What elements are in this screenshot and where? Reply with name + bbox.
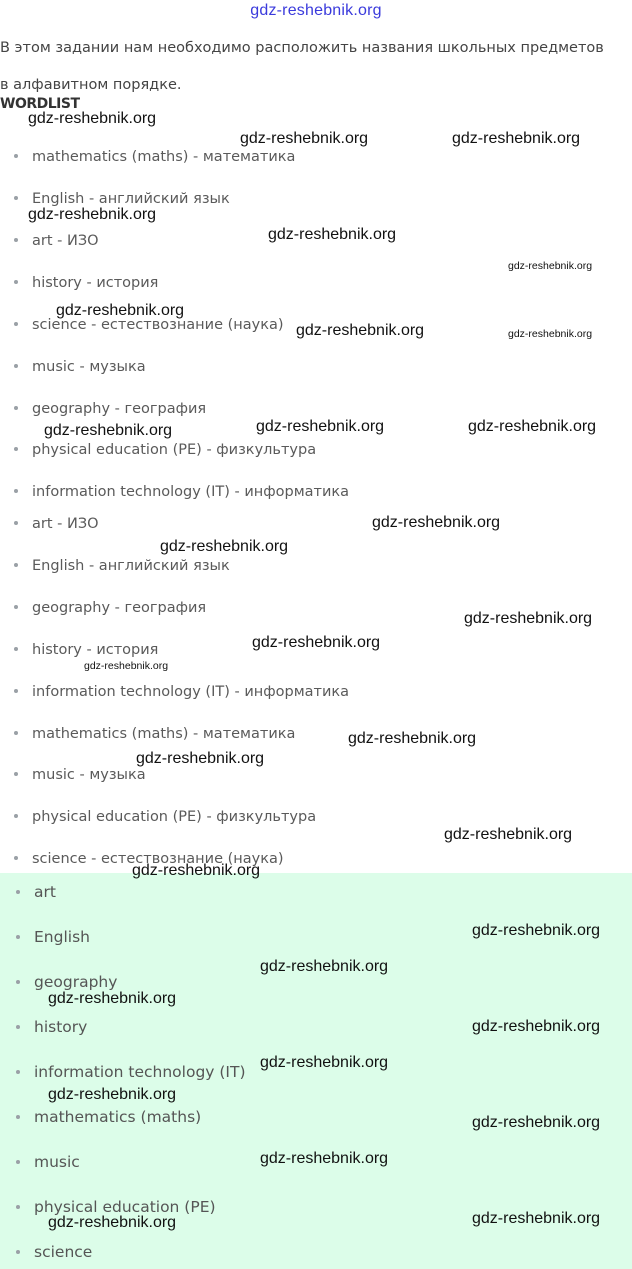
site-title[interactable]: gdz-reshebnik.org: [250, 2, 382, 19]
list-item: mathematics (maths): [16, 1105, 201, 1129]
watermark: gdz-reshebnik.org: [44, 422, 173, 439]
bullet-icon: [14, 447, 18, 451]
list-item: science - естествознание (наука): [14, 313, 284, 337]
intro-line-1: В этом задании нам необходимо расположить названия школьных предметов: [0, 40, 604, 56]
bullet-icon: [14, 856, 18, 860]
bullet-icon: [16, 1160, 20, 1164]
list-item: physical education (PE) - физкультура: [14, 438, 316, 462]
bullet-icon: [16, 1025, 20, 1029]
list-item: mathematics (maths) - математика: [14, 722, 295, 746]
watermark: gdz-reshebnik.org: [132, 862, 261, 879]
list-item: music - музыка: [14, 355, 146, 379]
watermark: gdz-reshebnik.org: [444, 826, 573, 843]
task-intro: [0, 30, 632, 104]
watermark: gdz-reshebnik.org: [464, 610, 593, 627]
intro-line-2: в алфавитном порядке.: [0, 77, 182, 93]
watermark: gdz-reshebnik.org: [28, 110, 157, 127]
list-item: information technology (IT) - информатика: [14, 680, 349, 704]
list-item: history - история: [14, 638, 158, 662]
watermark: gdz-reshebnik.org: [508, 328, 593, 340]
watermark: gdz-reshebnik.org: [348, 730, 477, 747]
bullet-icon: [14, 563, 18, 567]
bullet-icon: [14, 489, 18, 493]
bullet-icon: [16, 1250, 20, 1254]
list-item: physical education (PE): [16, 1195, 216, 1219]
bullet-icon: [14, 238, 18, 242]
watermark: gdz-reshebnik.org: [256, 418, 385, 435]
watermark: gdz-reshebnik.org: [48, 1086, 177, 1103]
bullet-icon: [14, 689, 18, 693]
bullet-icon: [14, 731, 18, 735]
watermark: gdz-reshebnik.org: [268, 226, 397, 243]
list-item: geography - география: [14, 596, 206, 620]
list-item: music - музыка: [14, 763, 146, 787]
bullet-icon: [16, 890, 20, 894]
watermark: gdz-reshebnik.org: [468, 418, 597, 435]
bullet-icon: [16, 980, 20, 984]
watermark: gdz-reshebnik.org: [48, 1214, 177, 1231]
bullet-icon: [16, 1205, 20, 1209]
bullet-icon: [14, 196, 18, 200]
bullet-icon: [14, 772, 18, 776]
bullet-icon: [14, 605, 18, 609]
list-item: information technology (IT) - информатика: [14, 480, 349, 504]
bullet-icon: [14, 521, 18, 525]
watermark: gdz-reshebnik.org: [28, 206, 157, 223]
list-item: English: [16, 925, 90, 949]
list-item: mathematics (maths) - математика: [14, 145, 295, 169]
bullet-icon: [14, 814, 18, 818]
list-item: geography - география: [14, 397, 206, 421]
bullet-icon: [14, 154, 18, 158]
wordlist-heading: WORDLIST: [0, 96, 80, 112]
watermark: gdz-reshebnik.org: [260, 958, 389, 975]
list-item: English - английский язык: [14, 554, 230, 578]
watermark: gdz-reshebnik.org: [136, 750, 265, 767]
watermark: gdz-reshebnik.org: [240, 130, 369, 147]
list-item: geography: [16, 970, 117, 994]
list-item: physical education (PE) - физкультура: [14, 805, 316, 829]
watermark: gdz-reshebnik.org: [472, 1210, 601, 1227]
list-item: science: [16, 1240, 92, 1264]
bullet-icon: [14, 406, 18, 410]
list-item: art - ИЗО: [14, 512, 99, 536]
watermark: gdz-reshebnik.org: [260, 1150, 389, 1167]
watermark: gdz-reshebnik.org: [508, 260, 593, 272]
bullet-icon: [16, 1115, 20, 1119]
watermark: gdz-reshebnik.org: [260, 1054, 389, 1071]
bullet-icon: [14, 647, 18, 651]
bullet-icon: [14, 364, 18, 368]
watermark: gdz-reshebnik.org: [56, 302, 185, 319]
watermark: gdz-reshebnik.org: [472, 1114, 601, 1131]
watermark: gdz-reshebnik.org: [372, 514, 501, 531]
watermark: gdz-reshebnik.org: [84, 660, 169, 672]
bullet-icon: [14, 280, 18, 284]
watermark: gdz-reshebnik.org: [160, 538, 289, 555]
bullet-icon: [16, 935, 20, 939]
watermark: gdz-reshebnik.org: [472, 922, 601, 939]
list-item: history - история: [14, 271, 158, 295]
list-item: English - английский язык: [14, 187, 230, 211]
watermark: gdz-reshebnik.org: [452, 130, 581, 147]
watermark: gdz-reshebnik.org: [472, 1018, 601, 1035]
watermark: gdz-reshebnik.org: [48, 990, 177, 1007]
watermark: gdz-reshebnik.org: [252, 634, 381, 651]
list-item: history: [16, 1015, 87, 1039]
bullet-icon: [16, 1070, 20, 1074]
bullet-icon: [14, 322, 18, 326]
list-item: art - ИЗО: [14, 229, 99, 253]
list-item: art: [16, 880, 56, 904]
list-item: science - естествознание (наука): [14, 847, 284, 871]
watermark: gdz-reshebnik.org: [296, 322, 425, 339]
list-item: music: [16, 1150, 80, 1174]
list-item: information technology (IT): [16, 1060, 246, 1084]
